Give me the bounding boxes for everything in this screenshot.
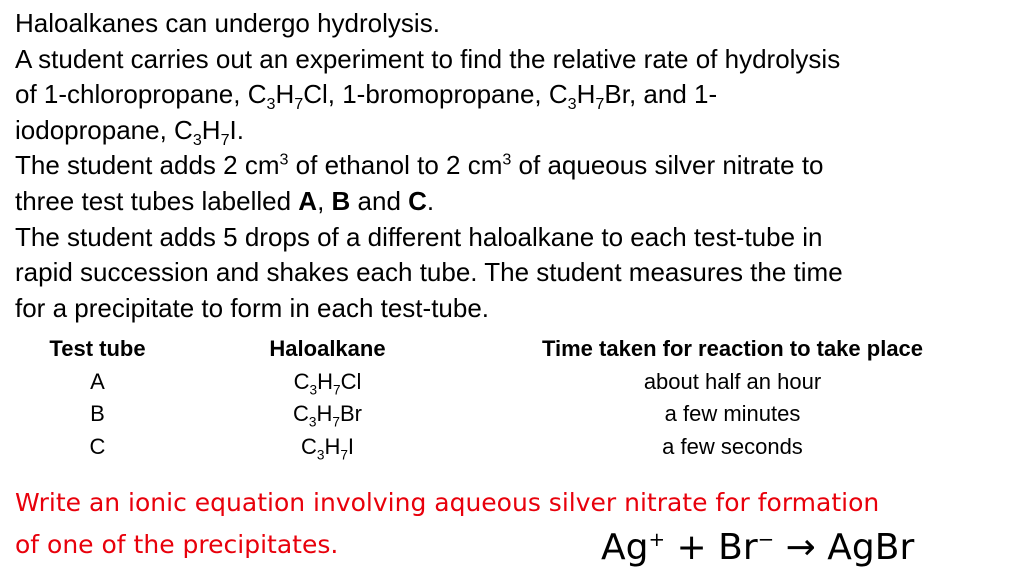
intro-line: of 1-chloropropane, $C_3H_7Cl$, 1-bromopropane, $C_3H_7Br$, and 1-: [15, 79, 718, 114]
cell-tube: A: [90, 368, 105, 394]
table-header-row: [20, 333, 985, 366]
cell-formula: $C_3H_7I$: [300, 433, 355, 463]
intro-paragraph: [15, 6, 1005, 326]
intro-line: three test tubes labelled A, B and C.: [15, 185, 435, 216]
intro-line: A student carries out an experiment to find the relative rate of hydrolysis: [15, 43, 841, 74]
results-table: [20, 333, 985, 463]
silver-ion-charge: +: [648, 528, 666, 551]
intro-line: The student adds 5 drops of a different haloalkane to each test-tube in: [15, 221, 823, 252]
cell-time: a few seconds: [662, 433, 803, 459]
table-row: [20, 431, 985, 464]
intro-line: Haloalkanes can undergo hydrolysis.: [15, 8, 440, 38]
plus-sign: +: [665, 527, 719, 568]
intro-line: The student adds 2 $cm^3$ of ethanol to 2 $cm^3$ of aqueous silver nitrate to: [15, 150, 824, 181]
reaction-arrow: →: [774, 527, 828, 568]
cell-formula: $C_3H_7Br$: [293, 401, 362, 430]
question-line: of one of the precipitates.: [15, 530, 339, 559]
cell-time: a few minutes: [664, 401, 801, 427]
cell-formula: $C_3H_7Cl$: [293, 368, 362, 398]
intro-line: iodopropane, $C_3H_7I$.: [15, 114, 244, 149]
cell-tube: B: [90, 401, 105, 427]
product-formula: AgBr: [827, 527, 915, 568]
header-time-taken: Time taken for reaction to take place: [541, 336, 924, 362]
header-haloalkane: Haloalkane: [269, 336, 386, 362]
bromide-ion: Br: [718, 527, 758, 568]
cell-tube: C: [89, 433, 106, 459]
question-line: Write an ionic equation involving aqueous silver nitrate for formation: [15, 488, 880, 517]
table-row: [20, 398, 985, 431]
table-row: [20, 366, 985, 399]
header-test-tube: Test tube: [49, 336, 146, 362]
bromide-ion-charge: −: [757, 528, 775, 551]
intro-line: rapid succession and shakes each tube. The student measures the time: [15, 257, 843, 288]
ionic-equation-answer: [601, 522, 914, 574]
intro-line: for a precipitate to form in each test-tube.: [15, 292, 490, 323]
silver-ion: Ag: [601, 527, 649, 568]
cell-time: about half an hour: [643, 368, 822, 394]
